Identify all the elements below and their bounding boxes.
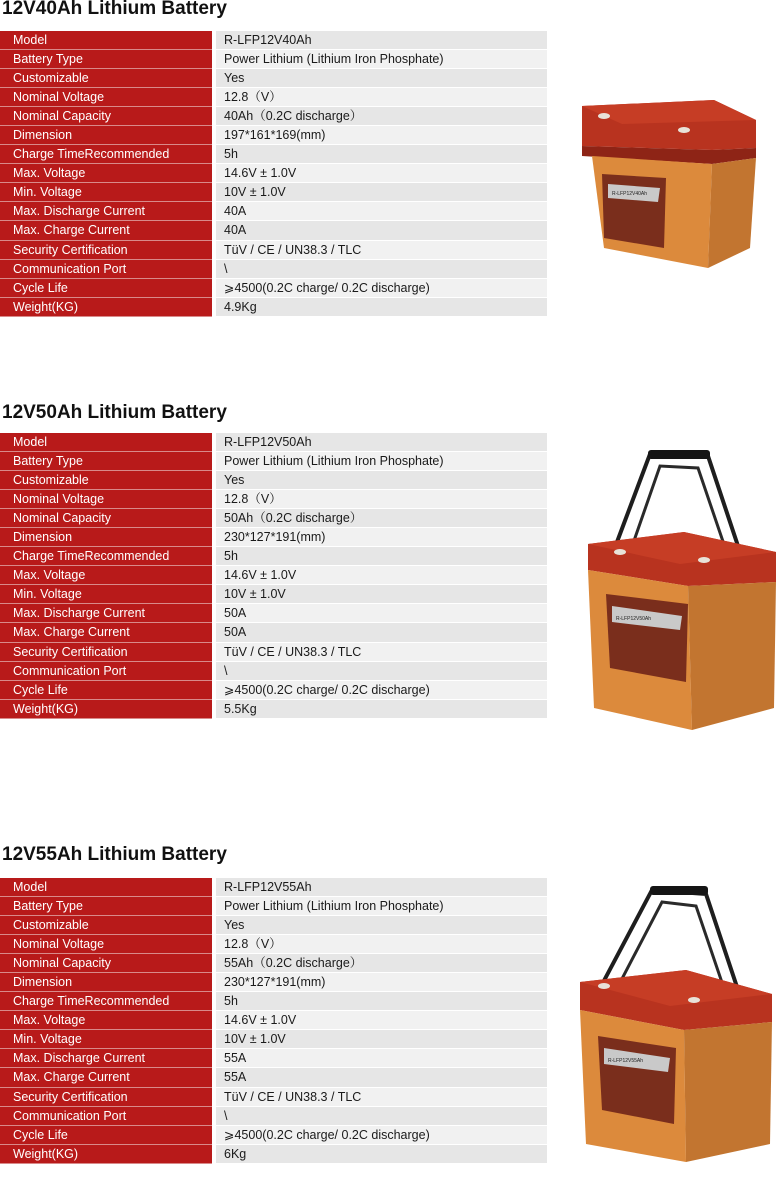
spec-label: Cycle Life — [0, 1126, 212, 1145]
spec-row — [0, 164, 547, 183]
spec-value: 50Ah（0.2C discharge） — [216, 509, 547, 528]
spec-label: Max. Voltage — [0, 164, 212, 183]
battery-label-text: R-LFP12V55Ah — [608, 1058, 644, 1064]
spec-label: Min. Voltage — [0, 585, 212, 604]
spec-row — [0, 1030, 547, 1049]
battery-image — [584, 446, 780, 732]
spec-value: TüV / CE / UN38.3 / TLC — [216, 241, 547, 260]
spec-row — [0, 1107, 547, 1126]
spec-value: Yes — [216, 471, 547, 490]
spec-value: Power Lithium (Lithium Iron Phosphate) — [216, 50, 547, 69]
spec-value: 50A — [216, 623, 547, 642]
spec-label: Max. Discharge Current — [0, 604, 212, 623]
spec-label: Max. Voltage — [0, 566, 212, 585]
spec-row — [0, 878, 547, 897]
spec-row — [0, 50, 547, 69]
spec-label: Security Certification — [0, 1088, 212, 1107]
spec-row — [0, 935, 547, 954]
spec-row — [0, 1145, 547, 1164]
spec-row — [0, 260, 547, 279]
spec-value: Yes — [216, 69, 547, 88]
spec-value: R-LFP12V40Ah — [216, 31, 547, 50]
spec-row — [0, 1049, 547, 1068]
spec-value: 55A — [216, 1068, 547, 1087]
spec-label: Weight(KG) — [0, 700, 212, 719]
spec-label: Dimension — [0, 126, 212, 145]
spec-row — [0, 433, 547, 452]
spec-label: Max. Discharge Current — [0, 202, 212, 221]
spec-value: 6Kg — [216, 1145, 547, 1164]
spec-row — [0, 1088, 547, 1107]
spec-value: \ — [216, 662, 547, 681]
spec-row — [0, 221, 547, 240]
spec-row — [0, 954, 547, 973]
spec-label: Cycle Life — [0, 681, 212, 700]
spec-row — [0, 509, 547, 528]
spec-label: Security Certification — [0, 643, 212, 662]
spec-label: Max. Charge Current — [0, 221, 212, 240]
spec-value: ⩾4500(0.2C charge/ 0.2C discharge) — [216, 681, 547, 700]
spec-label: Nominal Capacity — [0, 509, 212, 528]
spec-value: 14.6V ± 1.0V — [216, 1011, 547, 1030]
battery-image — [576, 882, 776, 1166]
spec-value: 10V ± 1.0V — [216, 1030, 547, 1049]
spec-row — [0, 471, 547, 490]
spec-value: Power Lithium (Lithium Iron Phosphate) — [216, 897, 547, 916]
spec-row — [0, 107, 547, 126]
spec-label: Battery Type — [0, 50, 212, 69]
spec-row — [0, 145, 547, 164]
spec-label: Charge TimeRecommended — [0, 145, 212, 164]
spec-label: Weight(KG) — [0, 298, 212, 317]
spec-row — [0, 992, 547, 1011]
spec-row — [0, 681, 547, 700]
spec-row — [0, 490, 547, 509]
spec-value: R-LFP12V50Ah — [216, 433, 547, 452]
battery-section-55ah — [0, 844, 784, 1174]
spec-value: 55A — [216, 1049, 547, 1068]
spec-row — [0, 897, 547, 916]
spec-value: 12.8（V） — [216, 490, 547, 509]
spec-row — [0, 31, 547, 50]
spec-label: Nominal Voltage — [0, 490, 212, 509]
spec-value: 12.8（V） — [216, 88, 547, 107]
spec-label: Nominal Capacity — [0, 954, 212, 973]
spec-label: Nominal Voltage — [0, 88, 212, 107]
battery-image — [574, 98, 764, 273]
spec-value: 14.6V ± 1.0V — [216, 566, 547, 585]
spec-label: Max. Charge Current — [0, 1068, 212, 1087]
spec-value: 5.5Kg — [216, 700, 547, 719]
spec-value: R-LFP12V55Ah — [216, 878, 547, 897]
spec-value: 230*127*191(mm) — [216, 528, 547, 547]
spec-value: ⩾4500(0.2C charge/ 0.2C discharge) — [216, 279, 547, 298]
spec-value: Yes — [216, 916, 547, 935]
spec-row — [0, 700, 547, 719]
spec-value: 10V ± 1.0V — [216, 585, 547, 604]
spec-row — [0, 604, 547, 623]
spec-label: Customizable — [0, 69, 212, 88]
spec-row — [0, 1011, 547, 1030]
section-title: 12V55Ah Lithium Battery — [2, 844, 227, 865]
spec-row — [0, 69, 547, 88]
spec-label: Min. Voltage — [0, 183, 212, 202]
spec-label: Min. Voltage — [0, 1030, 212, 1049]
spec-label: Max. Voltage — [0, 1011, 212, 1030]
spec-row — [0, 452, 547, 471]
spec-value: Power Lithium (Lithium Iron Phosphate) — [216, 452, 547, 471]
spec-table — [0, 433, 547, 719]
spec-label: Cycle Life — [0, 279, 212, 298]
spec-label: Charge TimeRecommended — [0, 547, 212, 566]
section-title: 12V40Ah Lithium Battery — [2, 0, 227, 19]
spec-value: ⩾4500(0.2C charge/ 0.2C discharge) — [216, 1126, 547, 1145]
spec-row — [0, 547, 547, 566]
spec-value: 40A — [216, 221, 547, 240]
spec-label: Max. Charge Current — [0, 623, 212, 642]
spec-row — [0, 279, 547, 298]
spec-value: 4.9Kg — [216, 298, 547, 317]
spec-label: Weight(KG) — [0, 1145, 212, 1164]
spec-label: Nominal Voltage — [0, 935, 212, 954]
spec-value: 197*161*169(mm) — [216, 126, 547, 145]
spec-value: 5h — [216, 992, 547, 1011]
spec-value: 14.6V ± 1.0V — [216, 164, 547, 183]
spec-row — [0, 585, 547, 604]
spec-row — [0, 566, 547, 585]
spec-value: 12.8（V） — [216, 935, 547, 954]
spec-value: 230*127*191(mm) — [216, 973, 547, 992]
spec-value: \ — [216, 260, 547, 279]
spec-label: Model — [0, 433, 212, 452]
spec-value: 5h — [216, 145, 547, 164]
spec-value: 40Ah（0.2C discharge） — [216, 107, 547, 126]
spec-row — [0, 202, 547, 221]
battery-label-text: R-LFP12V40Ah — [612, 191, 648, 197]
battery-section-40ah — [0, 0, 784, 330]
spec-row — [0, 126, 547, 145]
spec-label: Battery Type — [0, 897, 212, 916]
spec-label: Max. Discharge Current — [0, 1049, 212, 1068]
spec-row — [0, 643, 547, 662]
spec-row — [0, 916, 547, 935]
spec-row — [0, 1068, 547, 1087]
spec-label: Communication Port — [0, 260, 212, 279]
battery-section-50ah — [0, 402, 784, 732]
spec-label: Communication Port — [0, 1107, 212, 1126]
spec-label: Model — [0, 878, 212, 897]
spec-value: 55Ah（0.2C discharge） — [216, 954, 547, 973]
spec-label: Model — [0, 31, 212, 50]
battery-label-text: R-LFP12V50Ah — [616, 616, 652, 622]
spec-label: Communication Port — [0, 662, 212, 681]
spec-label: Customizable — [0, 916, 212, 935]
spec-label: Dimension — [0, 973, 212, 992]
spec-row — [0, 88, 547, 107]
spec-table — [0, 31, 547, 317]
spec-value: TüV / CE / UN38.3 / TLC — [216, 1088, 547, 1107]
spec-value: 5h — [216, 547, 547, 566]
spec-label: Security Certification — [0, 241, 212, 260]
section-title: 12V50Ah Lithium Battery — [2, 402, 227, 423]
spec-label: Nominal Capacity — [0, 107, 212, 126]
spec-value: 50A — [216, 604, 547, 623]
spec-label: Dimension — [0, 528, 212, 547]
spec-table — [0, 878, 547, 1164]
spec-row — [0, 973, 547, 992]
spec-value: 10V ± 1.0V — [216, 183, 547, 202]
spec-row — [0, 241, 547, 260]
spec-value: 40A — [216, 202, 547, 221]
spec-label: Battery Type — [0, 452, 212, 471]
spec-row — [0, 528, 547, 547]
spec-value: TüV / CE / UN38.3 / TLC — [216, 643, 547, 662]
spec-value: \ — [216, 1107, 547, 1126]
spec-row — [0, 623, 547, 642]
spec-row — [0, 298, 547, 317]
spec-row — [0, 662, 547, 681]
spec-label: Customizable — [0, 471, 212, 490]
spec-row — [0, 183, 547, 202]
spec-row — [0, 1126, 547, 1145]
spec-label: Charge TimeRecommended — [0, 992, 212, 1011]
